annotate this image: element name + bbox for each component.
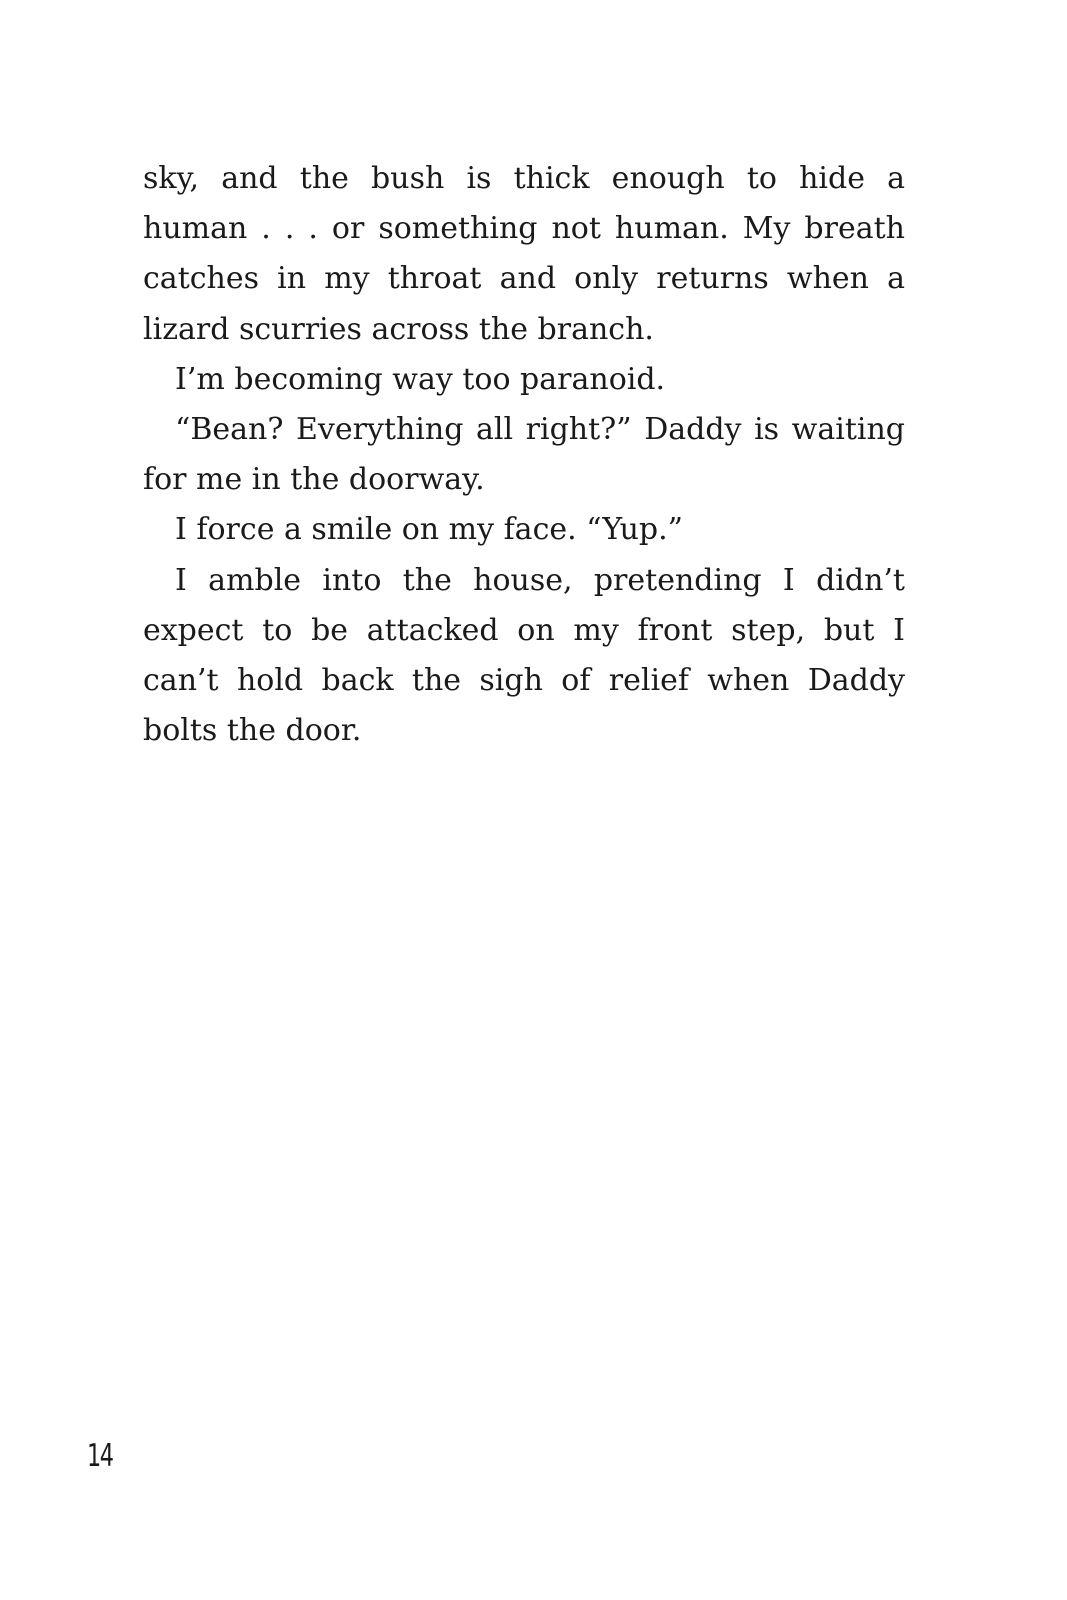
page-number: 14: [87, 1438, 113, 1474]
paragraph: I amble into the house, pretending I didn’t expect to be attacked on my front step, but I can’t hold back the sigh of relief when Daddy bolts the door.: [143, 562, 905, 749]
paragraph: I force a smile on my face. “Yup.”: [175, 512, 683, 548]
body-text: [143, 154, 905, 756]
paragraph: “Bean? Everything all right?” Daddy is waiting for me in the doorway.: [143, 412, 905, 498]
paragraph: I’m becoming way too paranoid.: [175, 361, 666, 397]
paragraph-continued: sky, and the bush is thick enough to hide a human . . . or something not human. My breath catches in my throat and only returns when a lizard scurries across the branch.: [143, 161, 905, 347]
